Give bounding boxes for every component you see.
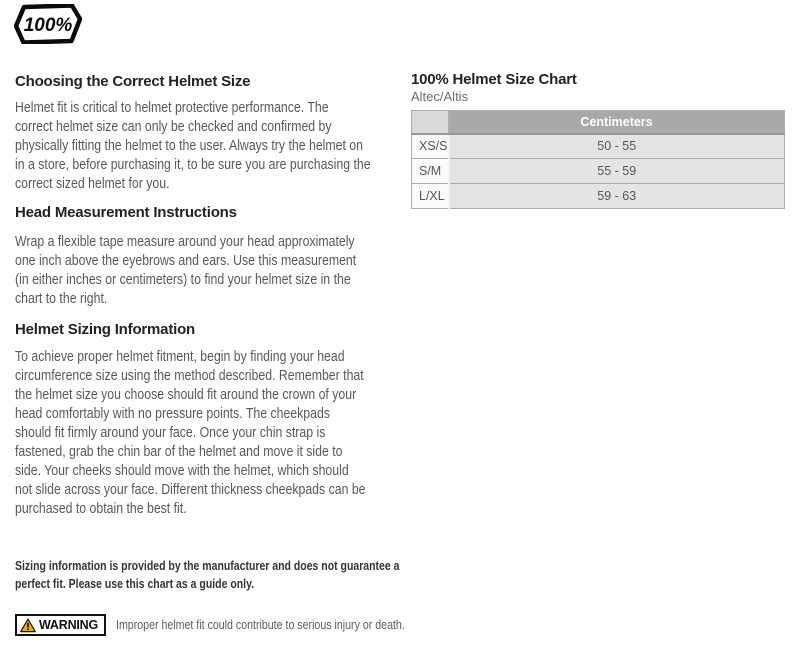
table-corner-cell	[412, 111, 449, 134]
logo-text: 100%	[23, 15, 73, 36]
table-row	[412, 184, 785, 209]
section-paragraph-measurement: Wrap a flexible tape measure around your head approximately one inch above the eyebrows and ears. Use this measurement (in either inches or centimeters) to find your helmet size in the chart to the right.	[15, 233, 357, 307]
table-column-header-centimeters: Centimeters	[449, 111, 785, 134]
section-heading-sizing-info: Helmet Sizing Information	[15, 321, 196, 338]
helmet-size-table	[411, 110, 785, 209]
sizing-guide-column	[15, 0, 415, 650]
size-chart-model-subtitle: Altec/Altis	[411, 89, 469, 104]
size-value-cell: 59 - 63	[449, 184, 785, 209]
size-value-cell: 55 - 59	[449, 159, 785, 184]
warning-badge-label: WARNING	[39, 618, 99, 632]
size-label-cell: L/XL	[412, 184, 449, 209]
size-value-cell: 50 - 55	[449, 134, 785, 159]
table-row	[412, 159, 785, 184]
warning-badge	[15, 614, 106, 636]
size-chart-title: 100% Helmet Size Chart	[411, 71, 577, 88]
size-label-cell: XS/S	[412, 134, 449, 159]
warning-text: Improper helmet fit could contribute to serious injury or death.	[116, 618, 405, 632]
section-paragraph-sizing-info: To achieve proper helmet fitment, begin by finding your head circumference size using the method described. Remember that the helmet size you choose should fit around the crown of your head comfortably with no pressure points. The cheekpads should fit firmly around your face. Once your chin strap is fastened, grab the chin bar of the helmet and move it side to side. Your cheeks should move with the helmet, which should not slide across your face. Different thickness cheekpads can be purchased to obtain the best fit.	[15, 348, 366, 517]
section-paragraph-choosing-size: Helmet fit is critical to helmet protective performance. The correct helmet size can only be checked and confirmed by physically fitting the helmet to the user. Always try the helmet on in a store, before purchasing it, to be sure you are purchasing the correct sized helmet for you.	[15, 99, 371, 192]
warning-triangle-icon	[20, 618, 36, 633]
warning-row	[15, 614, 456, 636]
table-row	[412, 134, 785, 159]
manufacturer-disclaimer: Sizing information is provided by the manufacturer and does not guarantee a perfect fit. Please use this chart as a guide only.	[15, 559, 400, 591]
section-heading-choosing-size: Choosing the Correct Helmet Size	[15, 73, 251, 90]
table-header-row	[412, 111, 785, 134]
size-label-cell: S/M	[412, 159, 449, 184]
section-heading-measurement: Head Measurement Instructions	[15, 204, 237, 221]
